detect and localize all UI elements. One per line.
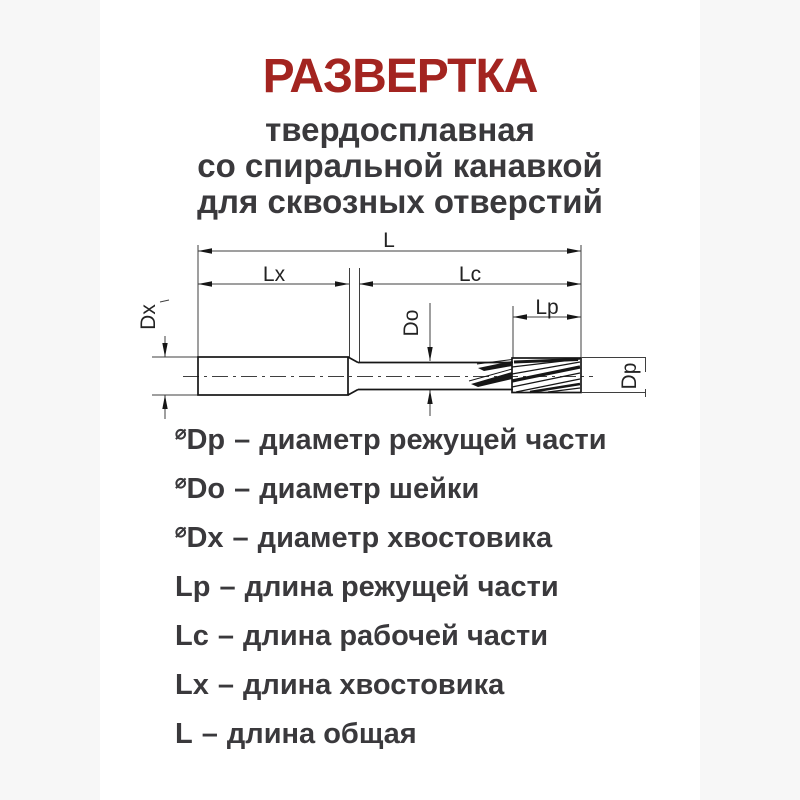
legend-item-dp bbox=[100, 416, 700, 465]
page-title: РАЗВЕРТКА bbox=[262, 50, 538, 103]
legend-separator: – bbox=[234, 424, 251, 456]
chamfer-bottom bbox=[348, 390, 358, 396]
subtitle-line-3: для сквозных отверстий bbox=[197, 183, 603, 220]
legend-separator: – bbox=[217, 669, 234, 701]
label-L: L bbox=[383, 229, 395, 252]
legend-description: диаметр режущей части bbox=[259, 424, 607, 456]
dimension-labels bbox=[137, 229, 641, 389]
legend bbox=[100, 416, 700, 759]
legend-symbol: Do bbox=[186, 473, 226, 505]
label-Lc: Lc bbox=[458, 263, 482, 286]
diameter-symbol: ⌀ bbox=[175, 521, 187, 542]
spiral-flutes bbox=[469, 359, 580, 392]
label-Lp: Lp bbox=[535, 296, 559, 319]
subtitle-line-2: со спиральной канавкой bbox=[197, 147, 603, 184]
legend-symbol: Dp bbox=[186, 424, 226, 456]
label-Dx: Dx bbox=[137, 304, 160, 330]
legend-symbol: L bbox=[175, 718, 193, 750]
legend-separator: – bbox=[219, 571, 236, 603]
legend-item-lc bbox=[100, 612, 700, 661]
label-Do: Do bbox=[400, 309, 423, 337]
legend-description: длина хвостовика bbox=[242, 669, 505, 701]
legend-separator: – bbox=[201, 718, 218, 750]
legend-separator: – bbox=[217, 620, 234, 652]
legend-symbol: Lc bbox=[175, 620, 209, 652]
diameter-symbol: ⌀ bbox=[175, 472, 187, 493]
label-Dp: Dp bbox=[618, 362, 641, 390]
legend-description: длина общая bbox=[226, 718, 417, 750]
legend-item-dx bbox=[100, 514, 700, 563]
legend-item-lp bbox=[100, 563, 700, 612]
label-Lx: Lx bbox=[262, 263, 286, 286]
legend-separator: – bbox=[234, 473, 251, 505]
legend-separator: – bbox=[232, 522, 249, 554]
diameter-symbol: ⌀ bbox=[175, 423, 187, 444]
legend-symbol: Lp bbox=[175, 571, 211, 603]
dimension-arrows bbox=[162, 248, 581, 409]
legend-symbol: Lx bbox=[175, 669, 209, 701]
legend-description: диаметр хвостовика bbox=[257, 522, 553, 554]
chamfer-top bbox=[348, 357, 358, 363]
legend-description: длина режущей части bbox=[244, 571, 559, 603]
subtitle-line-1: твердосплавная bbox=[265, 111, 535, 148]
legend-description: длина рабочей части bbox=[242, 620, 549, 652]
legend-item-do bbox=[100, 465, 700, 514]
legend-description: диаметр шейки bbox=[259, 473, 480, 505]
legend-symbol: Dx bbox=[186, 522, 224, 554]
legend-item-lx bbox=[100, 661, 700, 710]
legend-item-l bbox=[100, 710, 700, 759]
